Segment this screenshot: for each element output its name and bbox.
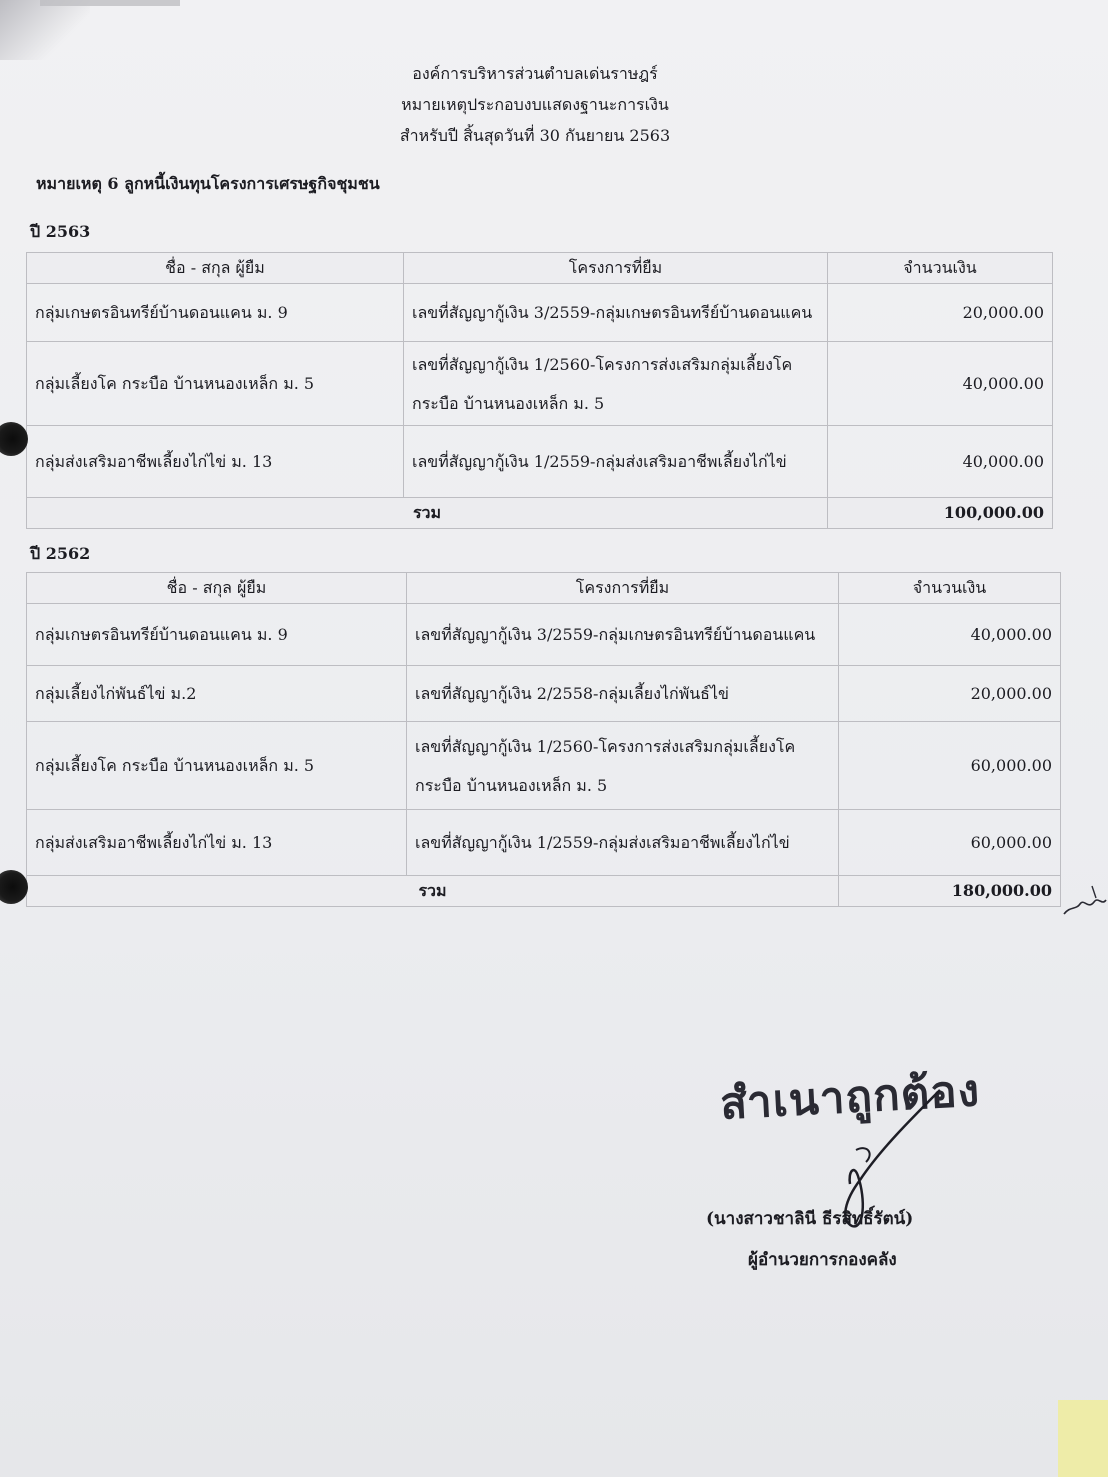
borrower-name: กลุ่มเกษตรอินทรีย์บ้านดอนแคน ม. 9	[27, 604, 407, 666]
signer-title: ผู้อำนวยการกองคลัง	[748, 1250, 897, 1270]
year-2563-label: ปี 2563	[30, 222, 91, 241]
loan-project: เลขที่สัญญากู้เงิน 2/2558-กลุ่มเลี้ยงไก่พันธ์ไข่	[407, 666, 839, 722]
total-row	[27, 876, 1061, 907]
table-row	[27, 342, 1053, 426]
signer-name: (นางสาวชาลินี ธีรสิทธิ์รัตน์)	[706, 1209, 914, 1229]
loan-amount: 40,000.00	[828, 426, 1053, 498]
col-header-amount: จำนวนเงิน	[828, 253, 1053, 284]
table-2563	[26, 252, 1053, 529]
loan-project: เลขที่สัญญากู้เงิน 1/2560-โครงการส่งเสริมกลุ่มเลี้ยงโค กระบือ บ้านหนองเหล็ก ม. 5	[404, 342, 828, 426]
table-2562	[26, 572, 1061, 907]
loan-amount: 60,000.00	[839, 722, 1061, 810]
borrower-name: กลุ่มเลี้ยงโค กระบือ บ้านหนองเหล็ก ม. 5	[27, 342, 404, 426]
col-header-project: โครงการที่ยืม	[407, 573, 839, 604]
loan-project: เลขที่สัญญากู้เงิน 1/2559-กลุ่มส่งเสริมอาชีพเลี้ยงไก่ไข่	[407, 810, 839, 876]
table-header-row	[27, 253, 1053, 284]
org-name: องค์การบริหารส่วนตำบลเด่นราษฎร์	[412, 64, 658, 83]
loan-project: เลขที่สัญญากู้เงิน 3/2559-กลุ่มเกษตรอินทรีย์บ้านดอนแคน	[404, 284, 828, 342]
loan-amount: 40,000.00	[839, 604, 1061, 666]
table-row	[27, 284, 1053, 342]
total-label: รวม	[27, 498, 828, 529]
handwritten-mark-icon	[1062, 880, 1108, 920]
loan-amount: 40,000.00	[828, 342, 1053, 426]
col-header-project: โครงการที่ยืม	[404, 253, 828, 284]
document-header	[300, 58, 770, 151]
borrower-name: กลุ่มส่งเสริมอาชีพเลี้ยงไก่ไข่ ม. 13	[27, 426, 404, 498]
period-line: สำหรับปี สิ้นสุดวันที่ 30 กันยายน 2563	[399, 126, 671, 145]
loan-amount: 60,000.00	[839, 810, 1061, 876]
table-row	[27, 810, 1061, 876]
table-row	[27, 666, 1061, 722]
total-label: รวม	[27, 876, 839, 907]
year-2562-label: ปี 2562	[30, 544, 91, 563]
loan-amount: 20,000.00	[839, 666, 1061, 722]
sticky-note	[1058, 1400, 1108, 1477]
col-header-amount: จำนวนเงิน	[839, 573, 1061, 604]
punch-hole-icon	[0, 870, 28, 904]
punch-hole-icon	[0, 422, 28, 456]
loan-project: เลขที่สัญญากู้เงิน 1/2559-กลุ่มส่งเสริมอาชีพเลี้ยงไก่ไข่	[404, 426, 828, 498]
total-amount: 180,000.00	[839, 876, 1061, 907]
doc-title: หมายเหตุประกอบงบแสดงฐานะการเงิน	[401, 95, 669, 114]
borrower-name: กลุ่มเลี้ยงไก่พันธ์ไข่ ม.2	[27, 666, 407, 722]
note-title: หมายเหตุ 6 ลูกหนี้เงินทุนโครงการเศรษฐกิจชุมชน	[36, 174, 380, 193]
borrower-name: กลุ่มส่งเสริมอาชีพเลี้ยงไก่ไข่ ม. 13	[27, 810, 407, 876]
borrower-name: กลุ่มเกษตรอินทรีย์บ้านดอนแคน ม. 9	[27, 284, 404, 342]
table-row	[27, 722, 1061, 810]
col-header-name: ชื่อ - สกุล ผู้ยืม	[27, 573, 407, 604]
total-row	[27, 498, 1053, 529]
total-amount: 100,000.00	[828, 498, 1053, 529]
corner-shadow	[0, 0, 90, 60]
loan-amount: 20,000.00	[828, 284, 1053, 342]
table-row	[27, 426, 1053, 498]
table-header-row	[27, 573, 1061, 604]
certified-copy-stamp: สำเนาถูกต้อง	[718, 1065, 982, 1130]
borrower-name: กลุ่มเลี้ยงโค กระบือ บ้านหนองเหล็ก ม. 5	[27, 722, 407, 810]
table-row	[27, 604, 1061, 666]
col-header-name: ชื่อ - สกุล ผู้ยืม	[27, 253, 404, 284]
loan-project: เลขที่สัญญากู้เงิน 3/2559-กลุ่มเกษตรอินทรีย์บ้านดอนแคน	[407, 604, 839, 666]
loan-project: เลขที่สัญญากู้เงิน 1/2560-โครงการส่งเสริมกลุ่มเลี้ยงโค กระบือ บ้านหนองเหล็ก ม. 5	[407, 722, 839, 810]
